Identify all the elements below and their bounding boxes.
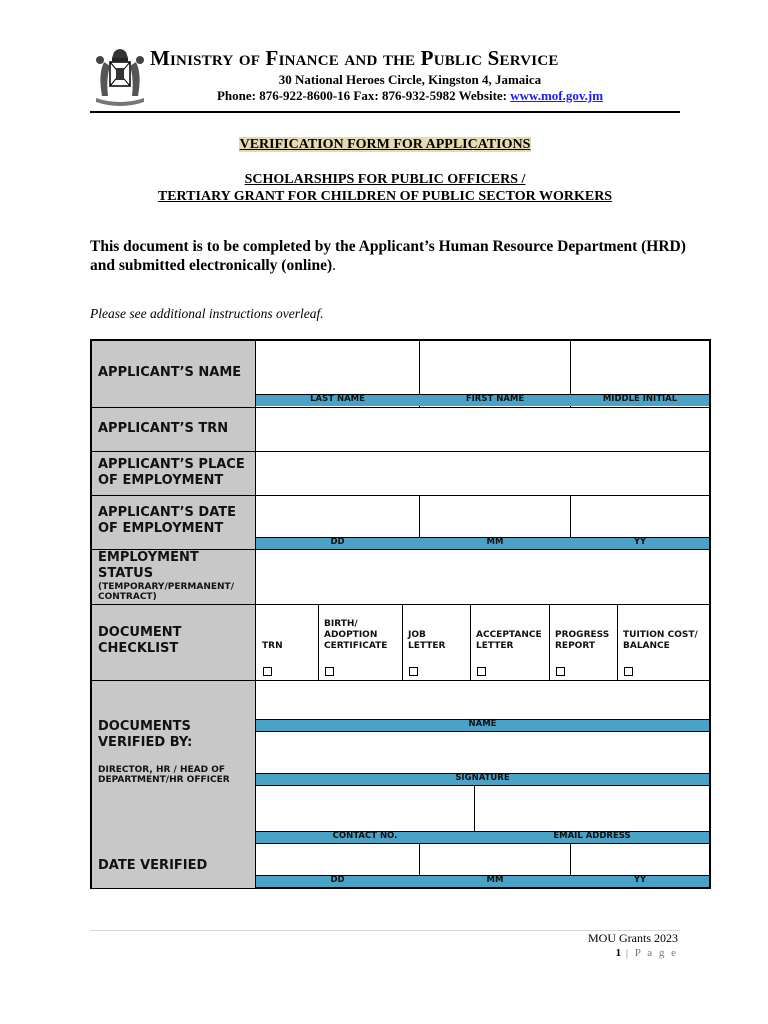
- verifier-email-caption: EMAIL ADDRESS: [553, 831, 631, 841]
- checklist-tuition-balance: TUITION COST/ BALANCE: [623, 630, 698, 651]
- employment-year-input[interactable]: [571, 496, 709, 537]
- date-of-employment-label: APPLICANT’S DATE OF EMPLOYMENT: [92, 496, 256, 550]
- employment-day-input[interactable]: [256, 496, 419, 537]
- coat-of-arms-icon: [90, 48, 150, 108]
- last-name-caption: LAST NAME: [310, 394, 365, 404]
- checklist-birth-certificate: BIRTH/ ADOPTION CERTIFICATE: [324, 619, 388, 651]
- website-link[interactable]: www.mof.gov.jm: [510, 88, 604, 103]
- progress-report-checkbox[interactable]: [556, 667, 565, 676]
- verifier-signature-input[interactable]: [256, 732, 709, 773]
- page-number: 1: [615, 947, 622, 959]
- job-letter-checkbox[interactable]: [409, 667, 418, 676]
- middle-initial-input[interactable]: [571, 341, 709, 394]
- form-title: [90, 137, 680, 153]
- employment-month-input[interactable]: [420, 496, 570, 537]
- footer-page-number: [480, 947, 678, 959]
- checklist-progress-report: PROGRESS REPORT: [555, 630, 610, 651]
- last-name-input[interactable]: [256, 341, 419, 394]
- intro-line-2-text: and submitted electronically (online): [90, 257, 333, 274]
- ministry-title: Ministry of Finance and the Public Service: [150, 46, 559, 70]
- first-name-caption: FIRST NAME: [465, 394, 525, 404]
- checklist-acceptance-letter: ACCEPTANCE LETTER: [476, 630, 542, 651]
- contact-details: Phone: 876-922-8600-16 Fax: 876-932-5982 Website:: [216, 88, 511, 103]
- checklist-trn: TRN: [262, 641, 283, 651]
- verified-year-input[interactable]: [571, 844, 709, 876]
- ministry-address: 30 National Heroes Circle, Kingston 4, Jamaica: [278, 72, 542, 87]
- intro-line-1: This document is to be completed by the Applicant’s Human Resource Department (HRD): [90, 238, 686, 255]
- page-word: | P a g e: [625, 947, 678, 959]
- subtitle-scholarships: SCHOLARSHIPS FOR PUBLIC OFFICERS /: [244, 172, 526, 187]
- employment-status-label: EMPLOYMENT STATUS (TEMPORARY/PERMANENT/ CONTRACT): [92, 550, 256, 605]
- employment-dd-caption: DD: [330, 537, 345, 547]
- acceptance-letter-checkbox[interactable]: [477, 667, 486, 676]
- verifier-name-input[interactable]: [256, 681, 709, 719]
- employment-yy-caption: YY: [633, 537, 647, 547]
- verifier-contact-caption: CONTACT NO.: [332, 831, 398, 841]
- ministry-contact: [150, 88, 670, 104]
- verified-month-input[interactable]: [420, 844, 570, 876]
- middle-initial-caption: MIDDLE INITIAL: [602, 394, 678, 404]
- form-title-text: VERIFICATION FORM FOR APPLICATIONS: [239, 137, 531, 152]
- intro-line-2: [90, 256, 690, 275]
- subtitle-tertiary-grant: TERTIARY GRANT FOR CHILDREN OF PUBLIC SECTOR WORKERS: [157, 189, 613, 204]
- verified-mm-caption: MM: [486, 875, 504, 885]
- employment-status-input[interactable]: [256, 550, 709, 604]
- instructions-note: Please see additional instructions overleaf.: [90, 306, 324, 321]
- date-verified-label: DATE VERIFIED: [92, 844, 256, 888]
- verifier-name-caption: NAME: [468, 719, 497, 729]
- birth-certificate-checkbox[interactable]: [325, 667, 334, 676]
- document-checklist-label: DOCUMENT CHECKLIST: [92, 605, 256, 681]
- documents-verified-by-label: DOCUMENTS VERIFIED BY: DIRECTOR, HR / HEAD OF DEPARTMENT/HR OFFICER: [92, 681, 256, 845]
- verified-yy-caption: YY: [633, 875, 647, 885]
- place-of-employment-label: APPLICANT’S PLACE OF EMPLOYMENT: [92, 452, 256, 496]
- header-divider: [90, 111, 680, 113]
- verification-form-table: [90, 339, 711, 889]
- applicant-name-label: APPLICANT’S NAME: [92, 341, 256, 408]
- verifier-signature-caption: SIGNATURE: [455, 773, 510, 783]
- trn-checkbox[interactable]: [263, 667, 272, 676]
- trn-input[interactable]: [256, 408, 709, 451]
- verifier-email-input[interactable]: [475, 786, 709, 831]
- employment-mm-caption: MM: [486, 537, 504, 547]
- verified-dd-caption: DD: [330, 875, 345, 885]
- intro-line-2-period: .: [332, 257, 336, 274]
- verifier-contact-input[interactable]: [256, 786, 474, 831]
- tuition-balance-checkbox[interactable]: [624, 667, 633, 676]
- applicant-trn-label: APPLICANT’S TRN: [92, 408, 256, 452]
- checklist-job-letter: JOB LETTER: [408, 630, 446, 651]
- intro-paragraph: [90, 237, 690, 275]
- place-of-employment-input[interactable]: [256, 452, 709, 495]
- first-name-input[interactable]: [420, 341, 570, 394]
- verified-day-input[interactable]: [256, 844, 419, 876]
- footer-doc-reference: MOU Grants 2023: [588, 931, 678, 945]
